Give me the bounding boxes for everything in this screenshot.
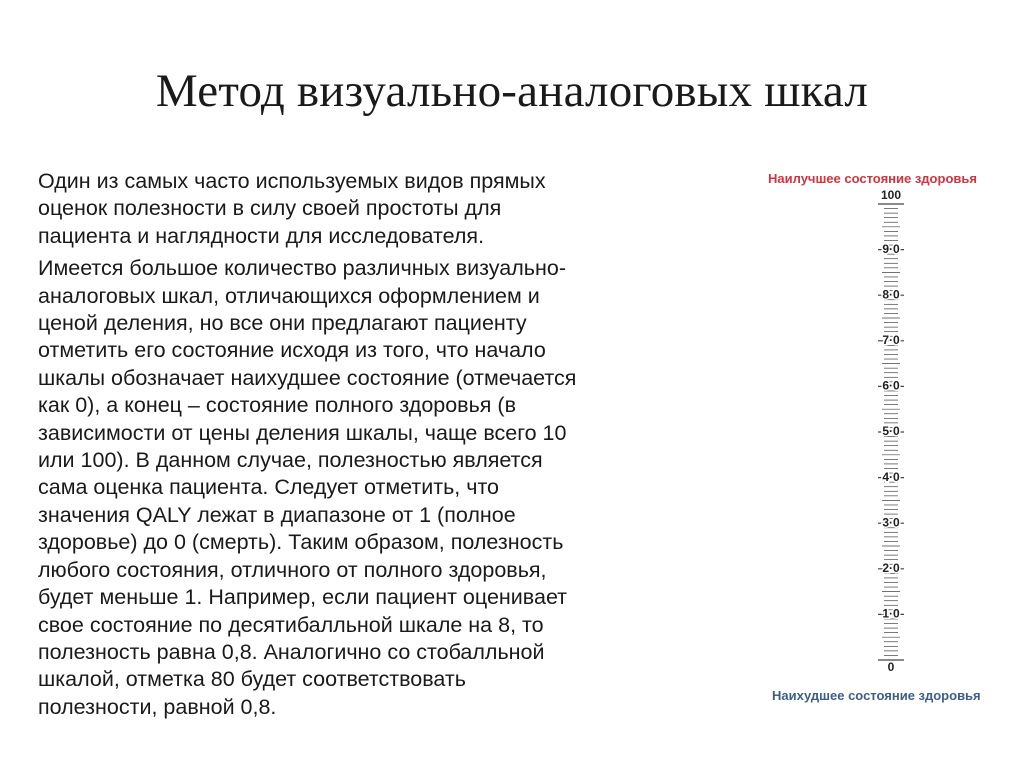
text-line: аналоговых шкал, отличающихся оформлением и <box>38 283 540 308</box>
text-line: свое состояние по десятибалльной шкале на 8, то <box>38 612 544 637</box>
scale-major-label: 3·0 <box>882 515 900 530</box>
text-line: значения QALY лежат в диапазоне от 1 (полное <box>38 502 516 527</box>
scale-major-label: 7·0 <box>882 332 900 347</box>
scale-major-label: 8·0 <box>882 287 900 302</box>
slide-title: Метод визуально-аналоговых шкал <box>155 65 869 117</box>
scale-major-label: 6·0 <box>882 378 900 393</box>
text-line: полезность равна 0,8. Аналогично со стобалльной <box>38 639 545 664</box>
worst-health-label: Наихудшее состояние здоровья <box>772 688 981 703</box>
text-line: оценок полезности в силу своей простоты для <box>38 196 502 221</box>
scale-labels <box>881 190 901 674</box>
best-health-label: Наилучшее состояние здоровья <box>768 171 977 186</box>
scale-max-label: 100 <box>880 190 902 203</box>
text-line: полезности, равной 0,8. <box>38 694 277 719</box>
text-line: Имеется большое количество различных визуально- <box>38 256 566 281</box>
text-line: Один из самых часто используемых видов прямых <box>38 169 546 193</box>
text-line: или 100). В данном случае, полезностью является <box>38 448 543 473</box>
text-line: как 0), а конец – состояние полного здоровья (в <box>38 393 517 418</box>
scale-major-label: 9·0 <box>882 241 900 256</box>
text-line: любого состояния, отличного от полного здоровья, <box>38 557 547 582</box>
scale-major-label: 1·0 <box>882 606 900 621</box>
text-line: будет меньше 1. Например, если пациент оценивает <box>38 585 568 610</box>
scale-major-label: 4·0 <box>882 469 900 484</box>
text-line: здоровье) до 0 (смерть). Таким образом, полезность <box>38 530 564 555</box>
scale-min-label: 0 <box>887 660 895 675</box>
visual-analog-scale <box>858 190 928 680</box>
scale-major-label: 2·0 <box>882 560 900 575</box>
text-line: пациента и наглядности для исследователя. <box>38 223 485 248</box>
text-line: ценой деления, но все они предлагают пациенту <box>38 311 527 336</box>
text-line: зависимости от цены деления шкалы, чаще всего 10 <box>38 420 567 445</box>
scale-major-label: 5·0 <box>882 424 900 439</box>
paragraph-1 <box>38 168 738 250</box>
text-line: шкалой, отметка 80 будет соответствовать <box>38 667 466 692</box>
text-line: шкалы обозначает наихудшее состояние (отмечается <box>38 365 577 390</box>
text-line: сама оценка пациента. Следует отметить, что <box>38 475 500 500</box>
body-text <box>38 168 738 726</box>
paragraph-2 <box>38 255 738 721</box>
text-line: отметить его состояние исходя из того, что начало <box>38 338 546 363</box>
